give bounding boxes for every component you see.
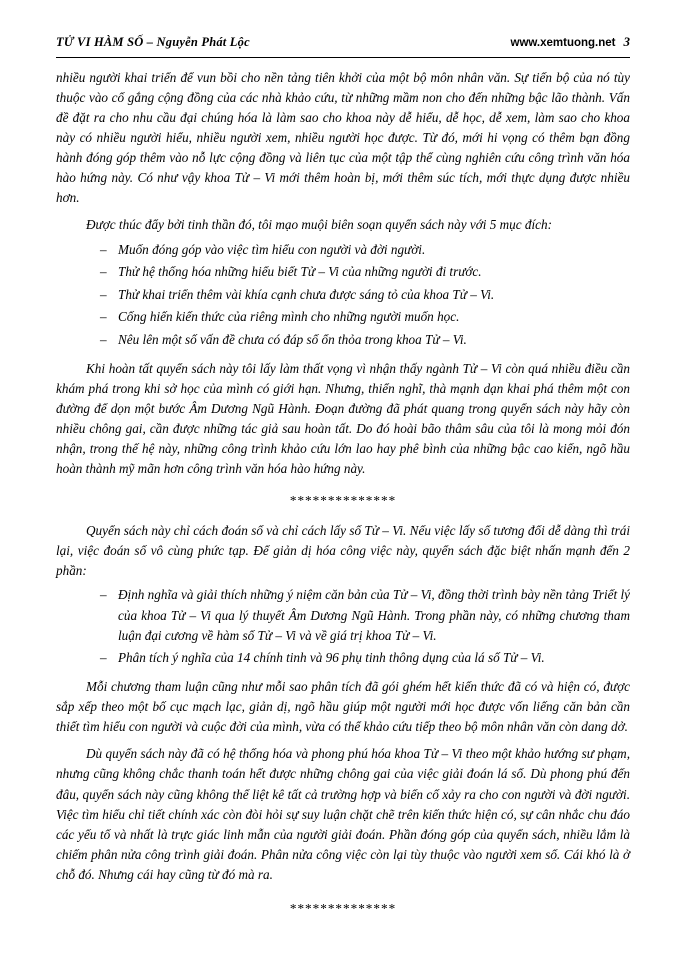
page-number: 3 [623,34,630,49]
paragraph-6: Dù quyển sách này đã có hệ thống hóa và phong phú hóa khoa Tử – Vi theo một khảo hướng sư phạm, nhưng cũng không chắc thanh toán hết được những chông gai của việc giải đoán lá số. Dù phong phú đến đâu, quyển sách này cũng không thể liệt kê tất cả trường hợp và biến cố xảy ra cho con người và đời người. Việc tìm hiểu chỉ tiết chính xác còn đòi hỏi sự suy luận chặt chẽ trên kiến thức hiện có, sự cân nhắc chu đáo các yếu tố và nhất là trực giác linh mẫn của người giải đoán. Phần đóng góp của quyển sách, nhiều lắm là chiếm phân nửa công trình giải đoán. Phân nửa công việc còn lại tùy thuộc vào người xem số. Cái khó là ở chỗ đó. Nhưng cái hay cũng từ đó mà ra. [56,746,630,882]
header-website: www.xemtuong.net [510,37,616,49]
list-item-text: Cống hiến kiến thức của riêng mình cho những người muốn học. [118,309,460,325]
list-dash: – [100,650,107,666]
list-item-text: Định nghĩa và giải thích những ý niệm căn bản của Tử – Vi, đồng thời trình bày nền tảng Triết lý của khoa Tử – Vi qua lý thuyết Âm Dương Ngũ Hành. Trong phần này, có những chương tham luận đại cương về hàm số Tử – Vi và về giá trị khoa Tử – Vi. [118,587,630,643]
list-dash: – [100,331,107,347]
list-item-text: Phân tích ý nghĩa của 14 chính tinh và 96 phụ tinh thông dụng của lá số Tử – Vi. [118,650,545,666]
section-divider-2: ************** [289,900,397,916]
paragraph-4: Quyển sách này chỉ cách đoán số và chỉ cách lấy số Tử – Vi. Nếu việc lấy số tương đối dễ dàng thì trái lại, việc đoán số vô cùng phức tạp. Để giản dị hóa công việc này, quyển sách đặc biệt nhấn mạnh đến 2 phần: [56,523,630,579]
header-book-title: TỬ VI HÀM SỐ – Nguyễn Phát Lộc [56,35,250,49]
document-body [56,68,630,919]
header-right-group [511,34,631,50]
list-item [56,262,630,282]
paragraph-3: Khi hoàn tất quyển sách này tôi lấy làm thất vọng vì nhận thấy ngành Tử – Vi còn quá nhiều điều cần khám phá trong khi sở học của mình có giới hạn. Nhưng, thiển nghĩ, thà mạnh dạn khai phá thêm một con đường để dọn một bước Âm Dương Ngũ Hành. Đoạn đường đã phát quang trong quyển sách này hãy còn nhiều chông gai, cần được những tác giả sau hoàn tất. Do đó hoài bão thâm sâu của tôi là mong mỏi đón nhận, trong thế hệ này, những công trình khảo cứu lớn lao hay phê bình của những bậc cao kiến, ngõ hầu hoàn thành mỹ mãn hơn công trình văn hóa hào hứng này. [56,360,630,477]
list-dash: – [100,286,107,302]
section-divider-1: ************** [289,493,397,509]
list-item [56,585,630,645]
list-item [56,285,630,305]
list-item [56,330,630,350]
list-item [56,240,630,260]
list-item-text: Nêu lên một số vấn đề chưa có đáp số ổn thỏa trong khoa Tử – Vi. [118,331,467,347]
page-header [56,34,630,57]
list-dash: – [100,309,107,325]
parts-list [56,585,630,668]
list-item [56,307,630,327]
paragraph-1: nhiều người khai triển để vun bồi cho nền tảng tiên khởi của một bộ môn nhân văn. Sự tiến bộ của nó tùy thuộc vào cố gắng cộng đồng của các nhà khảo cứu, từ những mầm non cho đến những bậc lão thành. Vấn đề đặt ra cho nhu cầu đại chúng hóa là làm sao cho khoa này dễ hiểu, dễ học, dễ xem, làm sao cho khoa này có nhiều người hiểu, nhiều người xem, nhiều người học được. Từ đó, mới hi vọng có thêm bạn đồng hành đóng góp thêm vào nỗ lực cộng đồng và liên tục của một tập thể cùng nghiên cứu công trình văn hóa hào hứng này. Có như vậy khoa Tử – Vi mới thêm hoàn bị, mới thêm súc tích, mới thực dụng được nhiều hơn. [56,70,630,206]
list-dash: – [100,264,107,280]
purpose-list [56,240,630,350]
list-dash: – [100,587,107,603]
paragraph-2: Được thúc đẩy bởi tinh thần đó, tôi mạo muội biên soạn quyển sách này với 5 mục đích: [86,217,552,233]
header-divider-rule [56,57,630,58]
list-item [56,648,630,668]
list-item-text: Thử khai triển thêm vài khía cạnh chưa được sáng tỏ của khoa Tử – Vi. [118,286,495,302]
list-item-text: Thử hệ thống hóa những hiểu biết Tử – Vi của những người đi trước. [118,264,482,280]
list-dash: – [100,241,107,257]
paragraph-5: Mỗi chương tham luận cũng như mỗi sao phân tích đã gói ghém hết kiến thức đã có và hiện có, được sắp xếp theo một bố cục mạch lạc, giản dị, ngõ hầu giúp một người mới học được vốn liếng căn bản cần thiết tìm hiểu con người và cuộc đời của mình, vừa có thể khảo cứu tiếp theo bộ môn nhân văn còn dang dở. [56,679,630,735]
list-item-text: Muốn đóng góp vào việc tìm hiểu con người và đời người. [118,241,426,257]
